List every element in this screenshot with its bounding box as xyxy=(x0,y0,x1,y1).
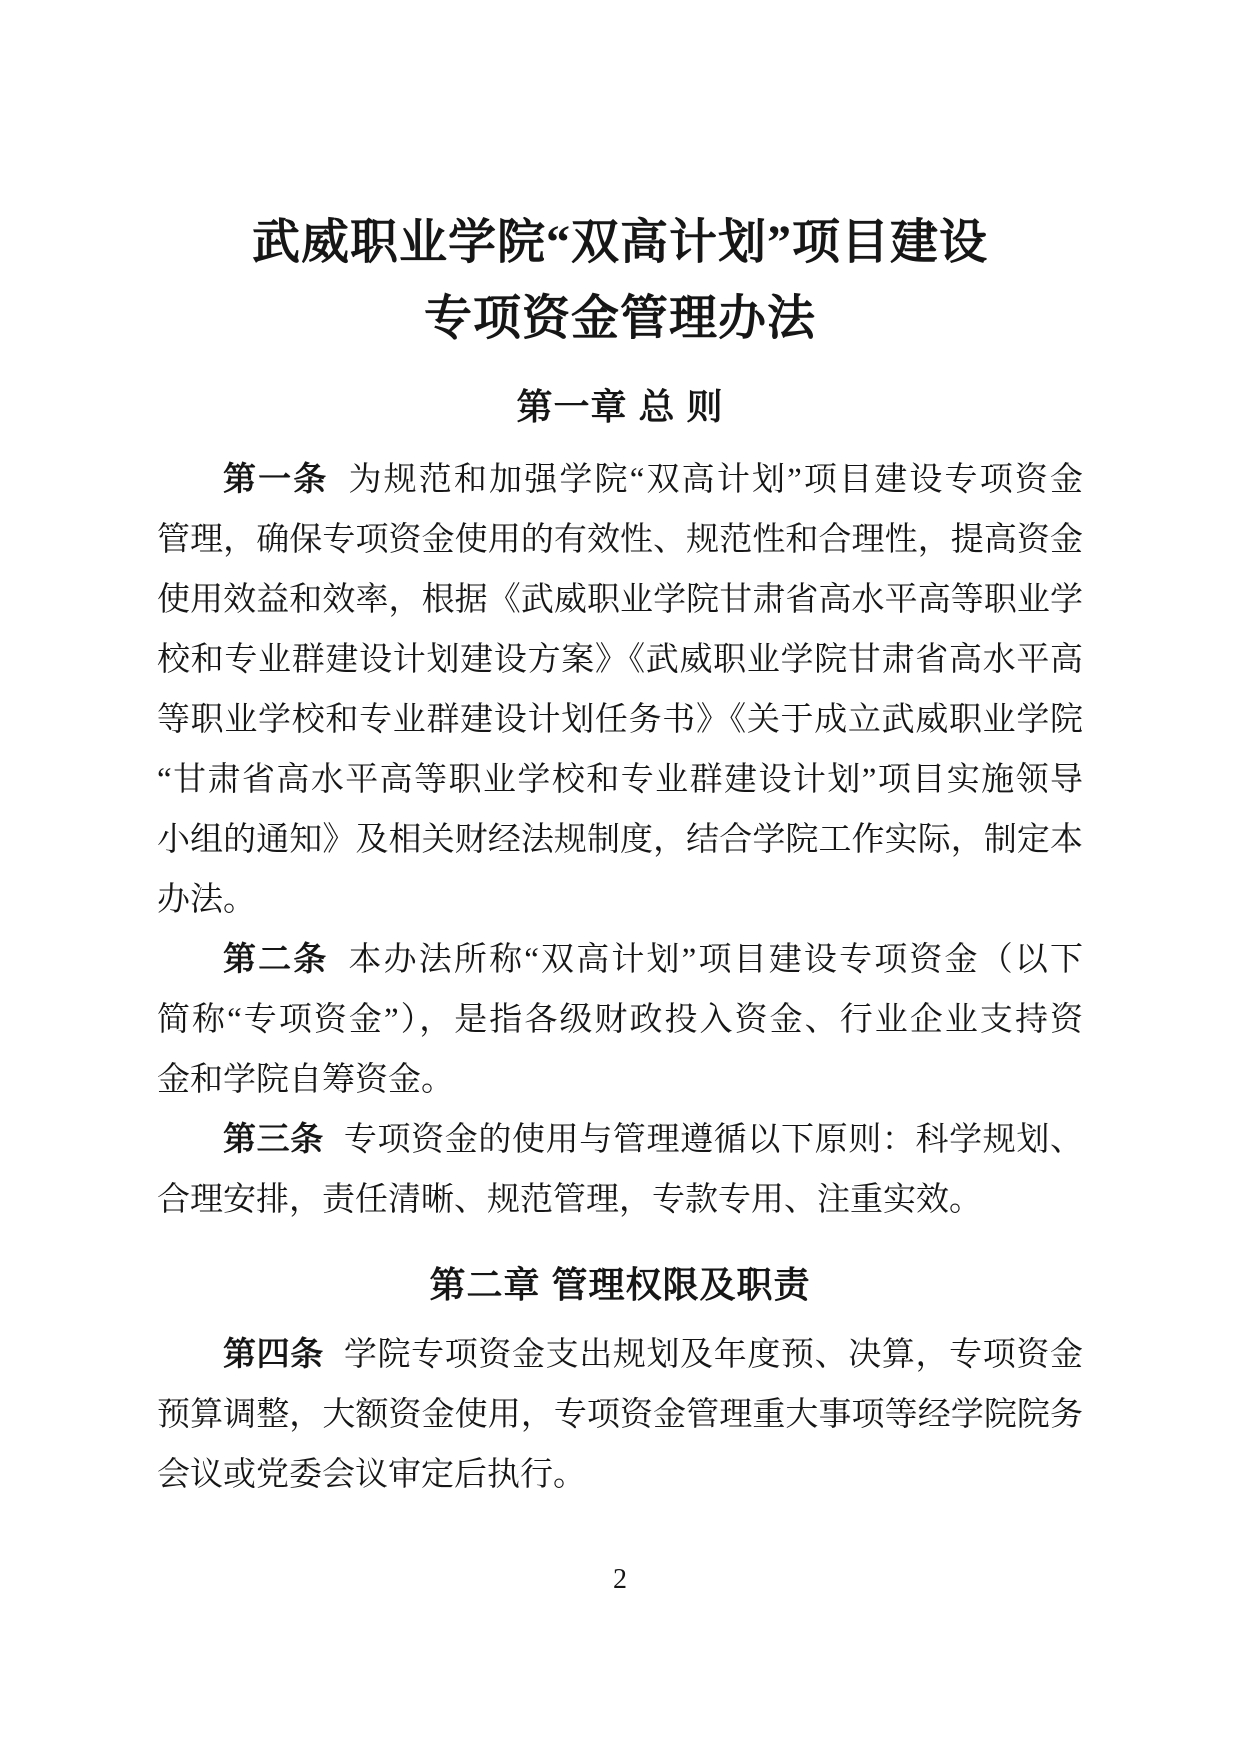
text-line: 使用效益和效率，根据《武威职业学院甘肃省高水平高等职业学 xyxy=(157,582,1083,618)
article-3 xyxy=(157,1110,1083,1230)
article-1-number: 第一条 xyxy=(223,462,329,498)
text-line: 办法。 xyxy=(157,882,256,918)
text-line xyxy=(157,450,1083,510)
text-run: 专项资金的使用与管理遵循以下原则：科学规划、 xyxy=(343,1122,1083,1158)
document-title-line-1: 武威职业学院“双高计划”项目建设 xyxy=(251,216,988,269)
text-line: 会议或党委会议审定后执行。 xyxy=(157,1457,586,1493)
article-4-number: 第四条 xyxy=(223,1337,324,1373)
text-run: 为规范和加强学院“双高计划”项目建设专项资金 xyxy=(348,462,1084,498)
page-number: 2 xyxy=(613,1564,627,1595)
text-line xyxy=(157,1325,1083,1385)
text-line: 管理，确保专项资金使用的有效性、规范性和合理性，提高资金 xyxy=(157,522,1083,558)
article-2-number: 第二条 xyxy=(223,942,329,978)
text-line: 小组的通知》及相关财经法规制度，结合学院工作实际，制定本 xyxy=(157,822,1083,858)
text-line: “甘肃省高水平高等职业学校和专业群建设计划”项目实施领导 xyxy=(157,762,1083,798)
chapter-heading-1: 第一章 总 则 xyxy=(516,386,724,427)
text-line xyxy=(157,1110,1083,1170)
article-1 xyxy=(157,450,1083,930)
text-line: 校和专业群建设计划建设方案》《武威职业学院甘肃省高水平高 xyxy=(157,642,1083,678)
text-run: 学院专项资金支出规划及年度预、决算，专项资金 xyxy=(343,1337,1083,1373)
text-line: 等职业学校和专业群建设计划任务书》《关于成立武威职业学院 xyxy=(157,702,1083,738)
article-2 xyxy=(157,930,1083,1110)
text-run: 本办法所称“双高计划”项目建设专项资金（以下 xyxy=(348,942,1084,978)
page-content xyxy=(157,0,1083,1597)
body-text xyxy=(157,450,1083,1230)
text-line: 合理安排，责任清晰、规范管理，专款专用、注重实效。 xyxy=(157,1182,982,1218)
document-title-line-2: 专项资金管理办法 xyxy=(423,292,816,345)
text-line xyxy=(157,930,1083,990)
document-title xyxy=(157,205,1083,357)
text-line: 预算调整，大额资金使用，专项资金管理重大事项等经学院院务 xyxy=(157,1397,1083,1433)
text-line: 简称“专项资金”），是指各级财政投入资金、行业企业支持资 xyxy=(157,1002,1083,1038)
article-4 xyxy=(157,1325,1083,1505)
article-3-number: 第三条 xyxy=(223,1122,324,1158)
chapter-heading-2: 第二章 管理权限及职责 xyxy=(429,1264,811,1305)
text-line: 金和学院自筹资金。 xyxy=(157,1062,454,1098)
